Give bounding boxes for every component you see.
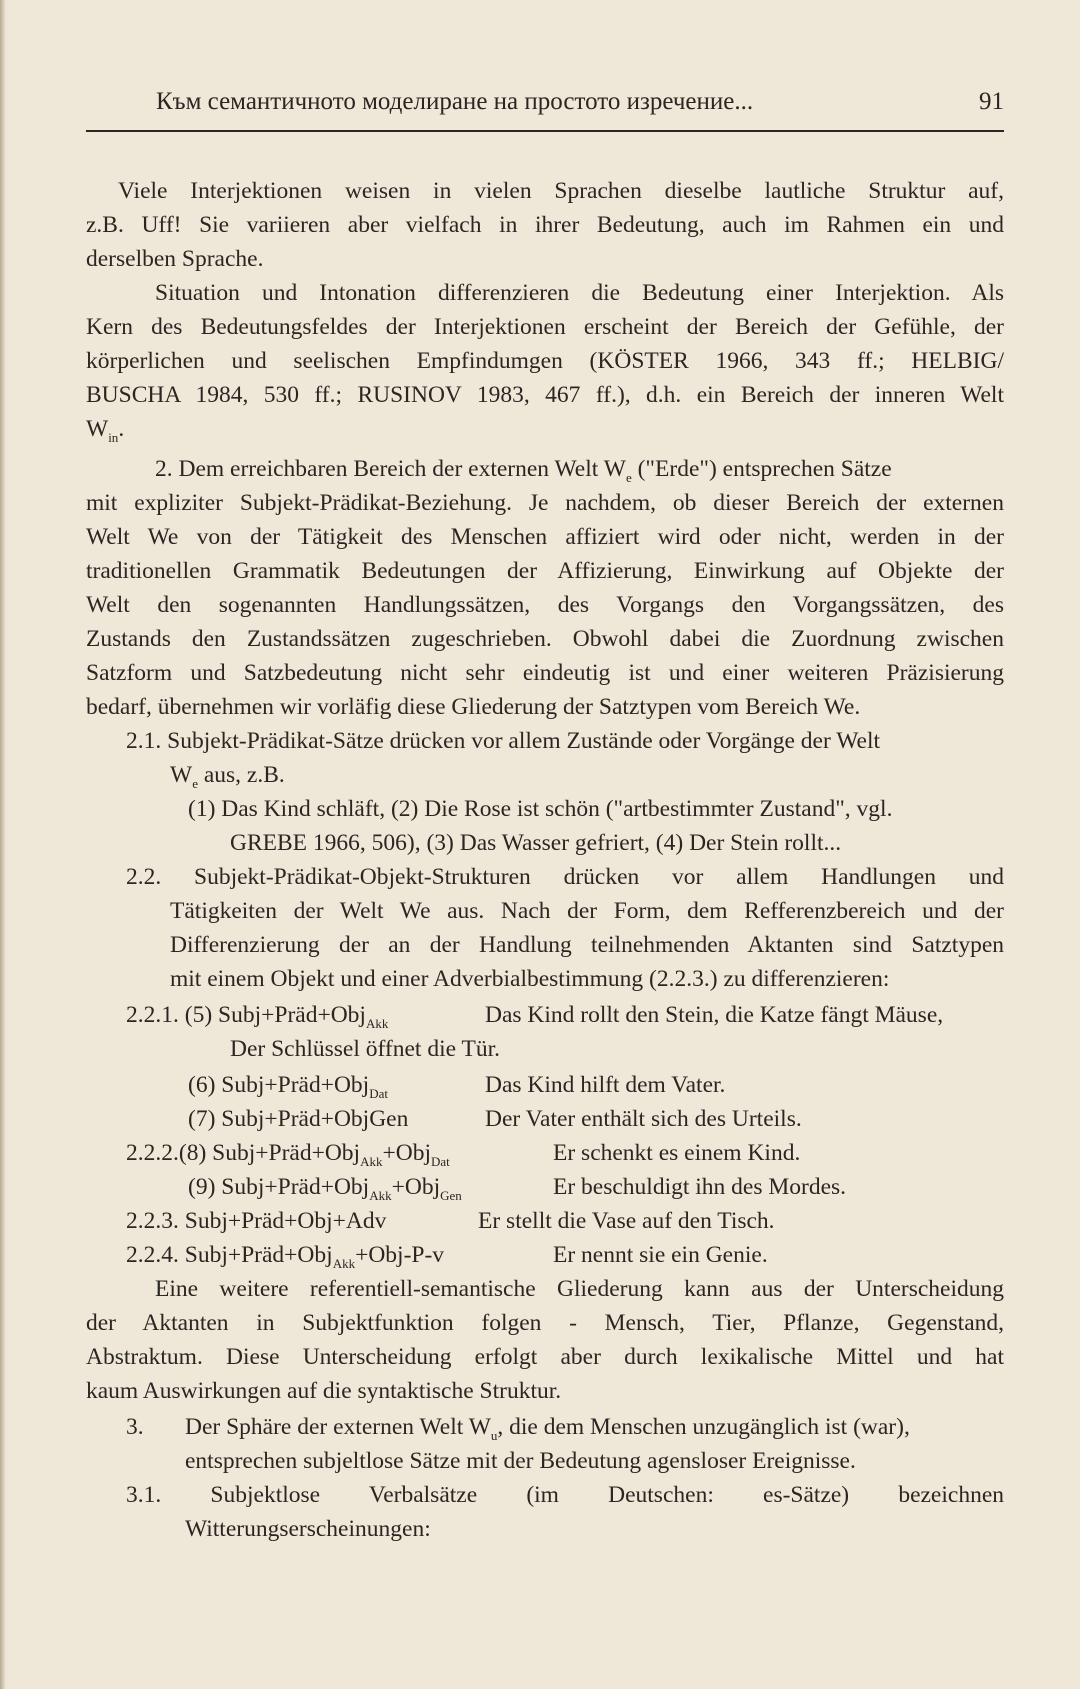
- text-line: 2.1. Subjekt-Prädikat-Sätze drücken vor allem Zustände oder Vorgänge der Welt: [126, 728, 881, 754]
- text-line: BUSCHA 1984, 530 ff.; RUSINOV 1983, 467 ff.), d.h. ein Bereich der inneren Welt: [86, 382, 1004, 408]
- structure-row: 2.2.2.(8) Subj+Präd+Obj$_{Akk}$+Obj$_{Dat}$ Er schenkt es einem Kind.: [126, 1140, 801, 1169]
- text-line: mit einem Objekt und einer Adverbialbestimmung (2.2.3.) zu differenzieren:: [170, 966, 890, 992]
- structure-row: (9) Subj+Präd+Obj$_{Akk}$+Obj$_{Gen}$ Er beschuldigt ihn des Mordes.: [188, 1174, 847, 1203]
- page-edge-shadow: [0, 0, 6, 1689]
- text-line: Welt We von der Tätigkeit des Menschen affiziert wird oder nicht, werden in der: [86, 524, 1004, 550]
- text-line: 2. Dem erreichbaren Bereich der externen Welt $W_e$ ("Erde") entsprechen Sätze: [155, 456, 892, 485]
- text-line: mit expliziter Subjekt-Prädikat-Beziehung. Je nachdem, ob dieser Bereich der externen: [86, 490, 1004, 516]
- text-line: derselben Sprache.: [86, 246, 264, 272]
- text-line: Eine weitere referentiell-semantische Gliederung kann aus der Unterscheidung: [155, 1276, 1004, 1302]
- text-line: Situation und Intonation differenzieren die Bedeutung einer Interjektion. Als: [155, 280, 1004, 306]
- text-line: $W_{in}$.: [86, 416, 125, 445]
- text-line: Kern des Bedeutungsfeldes der Interjektionen erscheint der Bereich der Gefühle, der: [86, 314, 1004, 340]
- text-line: z.B. Uff! Sie variieren aber vielfach in ihrer Bedeutung, auch im Rahmen ein und: [86, 212, 1004, 238]
- structure-row: (6) Subj+Präd+Obj$_{Dat}$ Das Kind hilft dem Vater.: [188, 1072, 726, 1101]
- text-line: Viele Interjektionen weisen in vielen Sprachen dieselbe lautliche Struktur auf,: [118, 178, 1004, 204]
- text-line: traditionellen Grammatik Bedeutungen der Affizierung, Einwirkung auf Objekte der: [86, 558, 1004, 584]
- page-number: 91: [979, 88, 1004, 115]
- header-rule: [86, 130, 1004, 132]
- text-line: $W_e$ aus, z.B.: [170, 762, 285, 791]
- text-line: Zustands den Zustandssätzen zugeschrieben. Obwohl dabei die Zuordnung zwischen: [86, 626, 1004, 652]
- text-line: entsprechen subjeltlose Sätze mit der Bedeutung agensloser Ereignisse.: [185, 1448, 856, 1474]
- structure-row: Der Schlüssel öffnet die Tür.: [230, 1036, 500, 1062]
- text-line: Witterungserscheinungen:: [185, 1516, 431, 1542]
- structure-row: (7) Subj+Präd+ObjGen Der Vater enthält sich des Urteils.: [188, 1106, 802, 1132]
- text-line: körperlichen und seelischen Empfindumgen (KÖSTER 1966, 343 ff.; HELBIG/: [86, 348, 1004, 374]
- structure-row: 2.2.4. Subj+Präd+Obj$_{Akk}$+Obj-P-v Er nennt sie ein Genie.: [126, 1242, 768, 1271]
- text-line: Differenzierung der an der Handlung teilnehmenden Aktanten sind Satztypen: [170, 932, 1004, 958]
- text-line: Abstraktum. Diese Unterscheidung erfolgt aber durch lexikalische Mittel und hat: [86, 1344, 1004, 1370]
- text-line: der Aktanten in Subjektfunktion folgen - Mensch, Tier, Pflanze, Gegenstand,: [86, 1310, 1004, 1336]
- text-line: Tätigkeiten der Welt We aus. Nach der Form, dem Refferenzbereich und der: [170, 898, 1004, 924]
- text-line: 2.2. Subjekt-Prädikat-Objekt-Strukturen drücken vor allem Handlungen und: [126, 864, 1004, 890]
- text-line: bedarf, übernehmen wir vorläfig diese Gliederung der Satztypen vom Bereich We.: [86, 694, 861, 720]
- text-line: 3. Der Sphäre der externen Welt $W_u$, die dem Menschen unzugänglich ist (war),: [126, 1414, 910, 1443]
- structure-row: 2.2.1. (5) Subj+Präd+Obj$_{Akk}$ Das Kind rollt den Stein, die Katze fängt Mäuse,: [126, 1002, 944, 1031]
- text-line: 3.1. Subjektlose Verbalsätze (im Deutschen: es-Sätze) bezeichnen: [126, 1482, 1004, 1508]
- running-header: [86, 88, 1004, 128]
- header-title: Към семантичното моделиране на простото изречение...: [156, 88, 754, 115]
- example-line: GREBE 1966, 506), (3) Das Wasser gefriert, (4) Der Stein rollt...: [230, 830, 842, 856]
- structure-row: 2.2.3. Subj+Präd+Obj+Adv Er stellt die Vase auf den Tisch.: [126, 1208, 775, 1234]
- example-line: (1) Das Kind schläft, (2) Die Rose ist schön ("artbestimmter Zustand", vgl.: [188, 796, 893, 822]
- text-line: Welt den sogenannten Handlungssätzen, des Vorgangs den Vorgangssätzen, des: [86, 592, 1004, 618]
- text-line: kaum Auswirkungen auf die syntaktische Struktur.: [86, 1378, 562, 1404]
- text-line: Satzform und Satzbedeutung nicht sehr eindeutig ist und einer weiteren Präzisierung: [86, 660, 1004, 686]
